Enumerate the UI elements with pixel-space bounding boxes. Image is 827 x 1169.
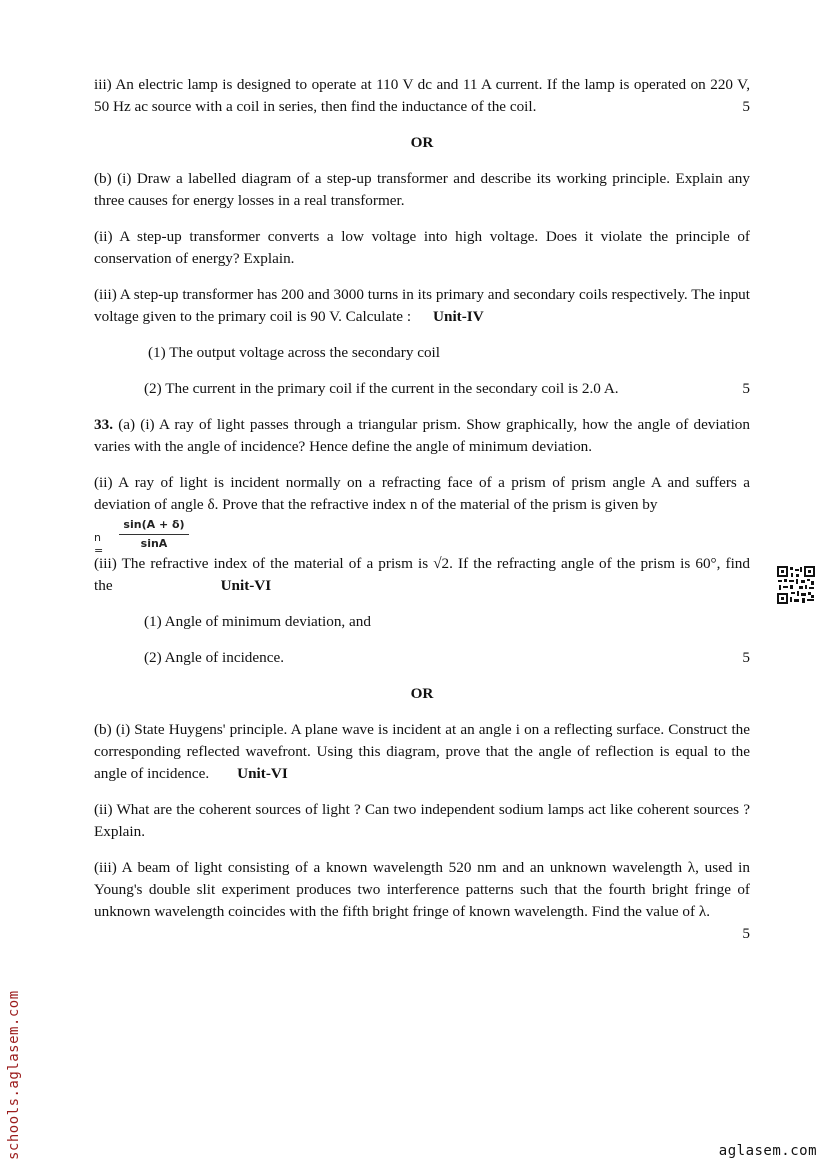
q32-b-i: (b) (i) Draw a labelled diagram of a step-up transformer and describe its working principle. Explain any three causes for energy losses in a real transformer.: [94, 170, 750, 209]
q33-b-iii: (iii) A beam of light consisting of a known wavelength 520 nm and an unknown wavelength λ, used in Young's double slit experiment produces two interference patterns such that the fourth bright fringe of unknown wavelength coincides with the fifth bright fringe of known wavelength. Find the value of λ.: [94, 859, 750, 920]
formula-lhs: n =: [94, 531, 104, 557]
footer-watermark: aglasem.com: [718, 1143, 817, 1159]
q33-a-iii: (iii) The refractive index of the material of a prism is √2. If the refracting angle of the prism is 60°, find the Unit-VI: [94, 555, 750, 594]
unit-label: Unit-VI: [220, 577, 272, 594]
q33-a-iii-2: (2) Angle of incidence.: [144, 649, 285, 666]
q33-a-i: 33. (a) (i) A ray of light passes through a triangular prism. Show graphically, how the angle of deviation varies with the angle of incidence? Hence define the angle of minimum deviation.: [94, 416, 750, 455]
q32-b-marks: 5: [742, 380, 750, 397]
unit-label: Unit-VI: [237, 765, 288, 782]
q32-b-iii-2: (2) The current in the primary coil if the current in the secondary coil is 2.0 A.: [144, 380, 619, 397]
or-separator: OR: [410, 134, 434, 151]
qr-code-icon: [776, 565, 816, 605]
q32-part-iii: iii) An electric lamp is designed to operate at 110 V dc and 11 A current. If the lamp is operated on 220 V, 50 Hz ac source with a coil in series, then find the inductance of the coil.: [94, 76, 750, 115]
q33-b-marks: 5: [742, 925, 750, 942]
q32-b-iii: (iii) A step-up transformer has 200 and 3000 turns in its primary and secondary coils respectively. The input voltage given to the primary coil is 90 V. Calculate : Unit-IV: [94, 286, 750, 325]
q33-b-i: (b) (i) State Huygens' principle. A plane wave is incident at an angle i on a reflecting surface. Construct the corresponding reflected wavefront. Using this diagram, prove that the angle of reflection is equal to the angle of incidence. Unit-VI: [94, 721, 750, 782]
q33-b-ii: (ii) What are the coherent sources of light ? Can two independent sodium lamps act like coherent sources ? Explain.: [94, 801, 750, 840]
q32-b-iii-1: (1) The output voltage across the secondary coil: [148, 344, 440, 361]
question-number: 33.: [94, 416, 113, 433]
formula-fraction: [119, 518, 189, 551]
formula-numerator: sin(A + δ): [119, 518, 189, 535]
q33-a-ii: (ii) A ray of light is incident normally on a refracting face of a prism of prism angle A and suffers a deviation of angle δ. Prove that the refractive index n of the material of the prism is given by: [94, 474, 750, 513]
q32-iii-marks: 5: [742, 98, 750, 115]
or-separator: OR: [410, 685, 434, 702]
formula-denominator: sinA: [140, 537, 168, 550]
unit-label: Unit-IV: [433, 308, 484, 325]
q32-b-ii: (ii) A step-up transformer converts a low voltage into high voltage. Does it violate the principle of conservation of energy? Explain.: [94, 228, 750, 267]
q33-a-marks: 5: [742, 649, 750, 666]
side-watermark: schools.aglasem.com: [6, 990, 22, 1160]
q33-a-iii-1: (1) Angle of minimum deviation, and: [144, 613, 371, 630]
